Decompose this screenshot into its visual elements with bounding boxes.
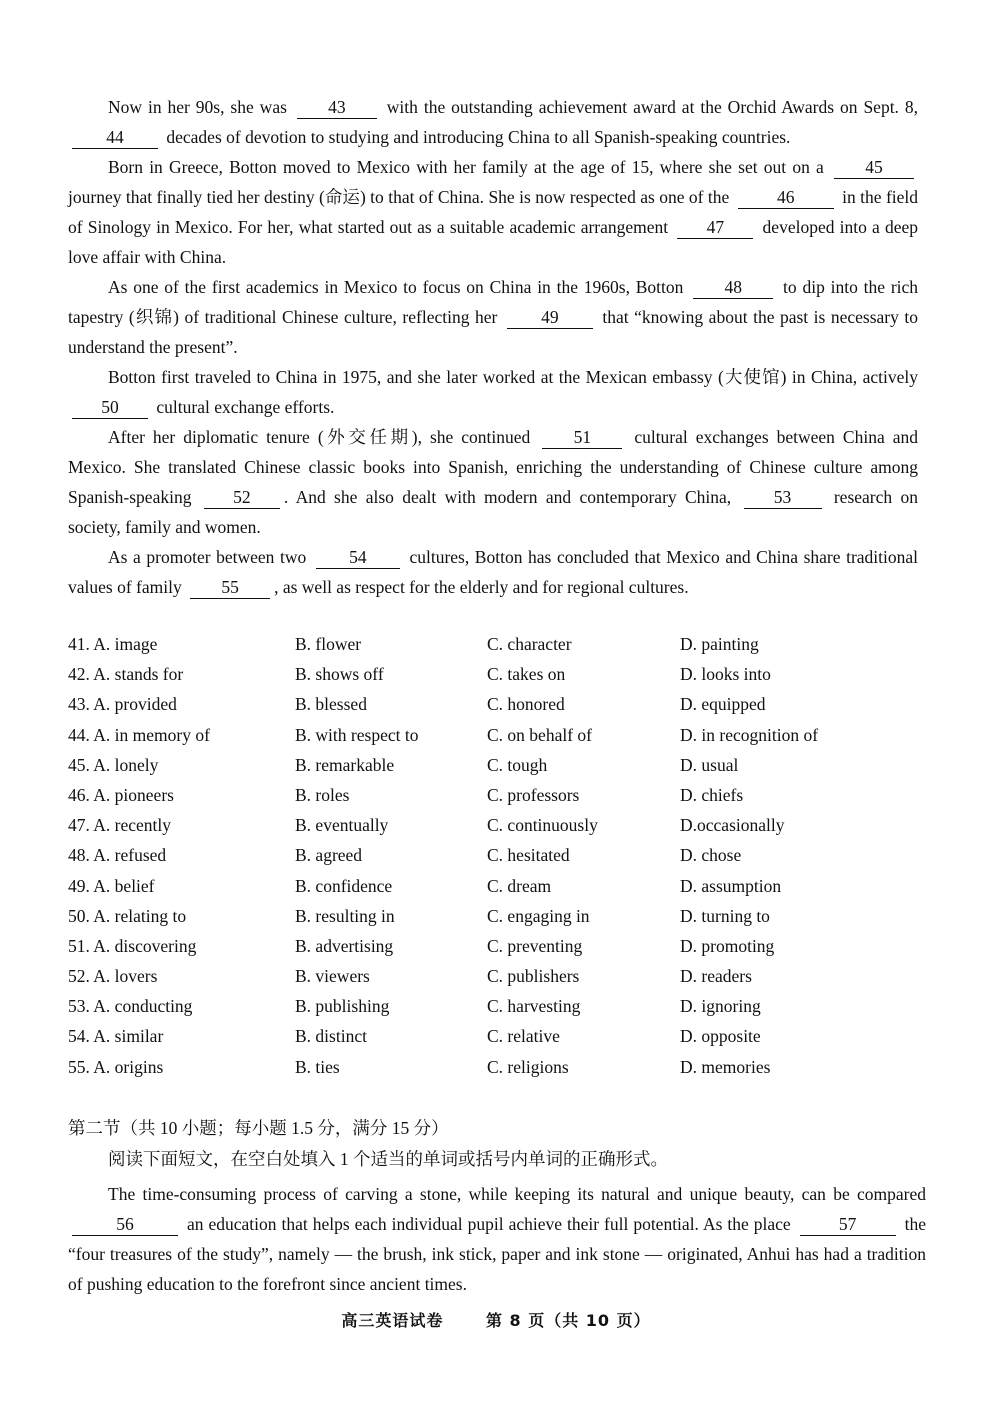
option-row-54: [68, 1021, 928, 1051]
option-a: 42. A. stands for: [68, 664, 184, 685]
option-b: B. distinct: [295, 1026, 367, 1047]
paragraph-6: [68, 542, 918, 602]
page-number: 第 8 页（共 10 页）: [485, 1311, 651, 1330]
blank-44: 44: [72, 127, 158, 149]
option-d: D. memories: [680, 1056, 771, 1077]
text: The time-consuming process of carving a stone, while keeping its natural and unique beauty, can be compared: [108, 1184, 926, 1204]
text: Botton first traveled to China in 1975, and she later worked at the Mexican embassy (大使馆) in China, actively: [108, 367, 918, 387]
option-b: B. resulting in: [295, 905, 395, 926]
text: to dip into the rich tapestry (织锦) of traditional Chinese culture, reflecting her: [68, 277, 919, 327]
option-row-51: [68, 931, 928, 961]
option-c: C. harvesting: [487, 996, 581, 1017]
option-c: C. professors: [487, 784, 580, 805]
text: cultures, Botton has concluded that Mexico and China share traditional values of family: [68, 547, 919, 597]
option-row-41: [68, 629, 928, 659]
option-c: C. publishers: [487, 966, 580, 987]
blank-43: 43: [297, 97, 377, 119]
option-d: D. painting: [680, 634, 759, 654]
option-row-43: [68, 689, 928, 719]
option-row-52: [68, 961, 928, 991]
blank-52: 52: [204, 487, 280, 509]
option-row-45: [68, 750, 928, 780]
blank-48: 48: [693, 277, 773, 299]
option-d: D. opposite: [680, 1026, 761, 1047]
option-a: 54. A. similar: [68, 1026, 164, 1047]
option-d: D. ignoring: [680, 996, 761, 1017]
paragraph-7: [68, 1179, 926, 1299]
option-c: C. religions: [487, 1056, 569, 1077]
blank-51: 51: [542, 427, 622, 449]
option-d: D. looks into: [680, 664, 771, 685]
option-b: B. remarkable: [295, 754, 395, 775]
section-2-header: [68, 1113, 928, 1175]
option-c: C. hesitated: [487, 845, 570, 866]
option-b: B. ties: [295, 1056, 340, 1077]
text: in the field of Sinology in Mexico. For her, what started out as a suitable academic arrangement: [68, 187, 919, 237]
option-b: B. with respect to: [295, 724, 419, 745]
option-c: C. on behalf of: [487, 724, 592, 745]
text: journey that finally tied her destiny (命运) to that of China. She is now respected as one of the: [68, 187, 730, 207]
option-d: D. in recognition of: [680, 724, 819, 745]
text: decades of devotion to studying and introducing China to all Spanish-speaking countries.: [166, 127, 791, 147]
blank-50: 50: [72, 397, 148, 419]
text: Born in Greece, Botton moved to Mexico with her family at the age of 15, where she set out on a: [108, 157, 824, 177]
option-d: D. readers: [680, 966, 752, 987]
blank-56: 56: [72, 1214, 178, 1236]
option-d: D. chiefs: [680, 784, 744, 805]
option-b: B. publishing: [295, 996, 390, 1017]
option-a: 43. A. provided: [68, 694, 177, 715]
blank-57: 57: [800, 1214, 896, 1236]
option-b: B. advertising: [295, 935, 394, 956]
option-row-47: [68, 810, 928, 840]
text: cultural exchange efforts.: [156, 397, 335, 417]
text: Now in her 90s, she was: [108, 97, 287, 117]
option-b: B. blessed: [295, 694, 367, 715]
option-c: C. engaging in: [487, 905, 590, 926]
grammar-fill-passage: [68, 1179, 926, 1299]
paragraph-1: [68, 92, 918, 152]
text: developed into a deep love affair with China.: [68, 217, 919, 267]
option-row-49: [68, 871, 928, 901]
option-a: 47. A. recently: [68, 815, 172, 836]
text: As a promoter between two: [108, 547, 307, 567]
blank-47: 47: [677, 217, 753, 239]
option-row-53: [68, 991, 928, 1021]
option-row-42: [68, 659, 928, 689]
option-b: B. confidence: [295, 875, 393, 896]
blank-53: 53: [744, 487, 822, 509]
option-a: 44. A. in memory of: [68, 724, 210, 745]
option-c: C. honored: [487, 694, 565, 715]
option-a: 52. A. lovers: [68, 966, 158, 987]
text: , as well as respect for the elderly and for regional cultures.: [274, 577, 689, 597]
option-d: D. chose: [680, 845, 742, 866]
option-d: D. turning to: [680, 905, 770, 926]
option-a: 41. A. image: [68, 634, 158, 654]
paragraph-3: [68, 272, 918, 362]
paragraph-4: [68, 362, 918, 422]
text: After her diplomatic tenure (外交任期), she continued: [108, 427, 531, 447]
option-c: C. takes on: [487, 664, 566, 685]
option-c: C. tough: [487, 754, 548, 775]
paragraph-5: [68, 422, 918, 542]
option-d: D. usual: [680, 754, 739, 775]
text: As one of the first academics in Mexico to focus on China in the 1960s, Botton: [108, 277, 684, 297]
option-d: D. assumption: [680, 875, 782, 896]
cloze-passage: [68, 92, 918, 602]
option-row-50: [68, 901, 928, 931]
text: with the outstanding achievement award at the Orchid Awards on Sept. 8,: [386, 97, 918, 117]
option-a: 55. A. origins: [68, 1056, 164, 1077]
blank-55: 55: [190, 577, 270, 599]
option-c: C. relative: [487, 1026, 560, 1047]
page-footer: [0, 1308, 992, 1331]
text: an education that helps each individual pupil achieve their full potential. As the place: [186, 1214, 791, 1234]
blank-54: 54: [316, 547, 400, 569]
option-b: B. roles: [295, 784, 350, 805]
option-a: 50. A. relating to: [68, 905, 187, 926]
section-instruction: 阅读下面短文，在空白处填入 1 个适当的单词或括号内单词的正确形式。: [108, 1149, 668, 1169]
option-a: 51. A. discovering: [68, 935, 197, 956]
option-b: B. shows off: [295, 664, 384, 685]
text: cultural exchanges between China and Mexico. She translated Chinese classic books into Spanish, enriching the understanding of Chinese culture among Spanish-speaking: [68, 427, 919, 507]
paragraph-2: [68, 152, 918, 272]
option-c: C. preventing: [487, 935, 583, 956]
text: research on society, family and women.: [68, 487, 918, 537]
option-a: 46. A. pioneers: [68, 784, 174, 805]
option-a: 48. A. refused: [68, 845, 167, 866]
option-b: B. flower: [295, 634, 362, 654]
option-d: D. promoting: [680, 935, 775, 956]
option-row-46: [68, 780, 928, 810]
option-b: B. eventually: [295, 815, 389, 836]
blank-45: 45: [834, 157, 914, 179]
blank-49: 49: [507, 307, 593, 329]
text: . And she also dealt with modern and contemporary China,: [283, 487, 732, 507]
text: that “knowing about the past is necessary to understand the present”.: [68, 307, 919, 357]
exam-title: 高三英语试卷: [341, 1311, 444, 1330]
option-c: C. continuously: [487, 815, 598, 836]
option-d: D. equipped: [680, 694, 766, 715]
option-row-55: [68, 1052, 928, 1082]
section-heading: 第二节（共 10 小题；每小题 1.5 分，满分 15 分）: [68, 1118, 449, 1138]
option-a: 45. A. lonely: [68, 754, 159, 775]
blank-46: 46: [738, 187, 834, 209]
option-c: C. character: [487, 634, 572, 654]
option-row-44: [68, 720, 928, 750]
text: the “four treasures of the study”, namely — the brush, ink stick, paper and ink stone — originated, Anhui has had a tradition of pushing education to the forefront since ancient times.: [68, 1214, 927, 1294]
answer-options: [68, 629, 928, 1082]
option-a: 53. A. conducting: [68, 996, 193, 1017]
option-b: B. viewers: [295, 966, 370, 987]
option-a: 49. A. belief: [68, 875, 155, 896]
option-c: C. dream: [487, 875, 552, 896]
option-d: D.occasionally: [680, 815, 785, 836]
option-b: B. agreed: [295, 845, 363, 866]
option-row-48: [68, 840, 928, 870]
